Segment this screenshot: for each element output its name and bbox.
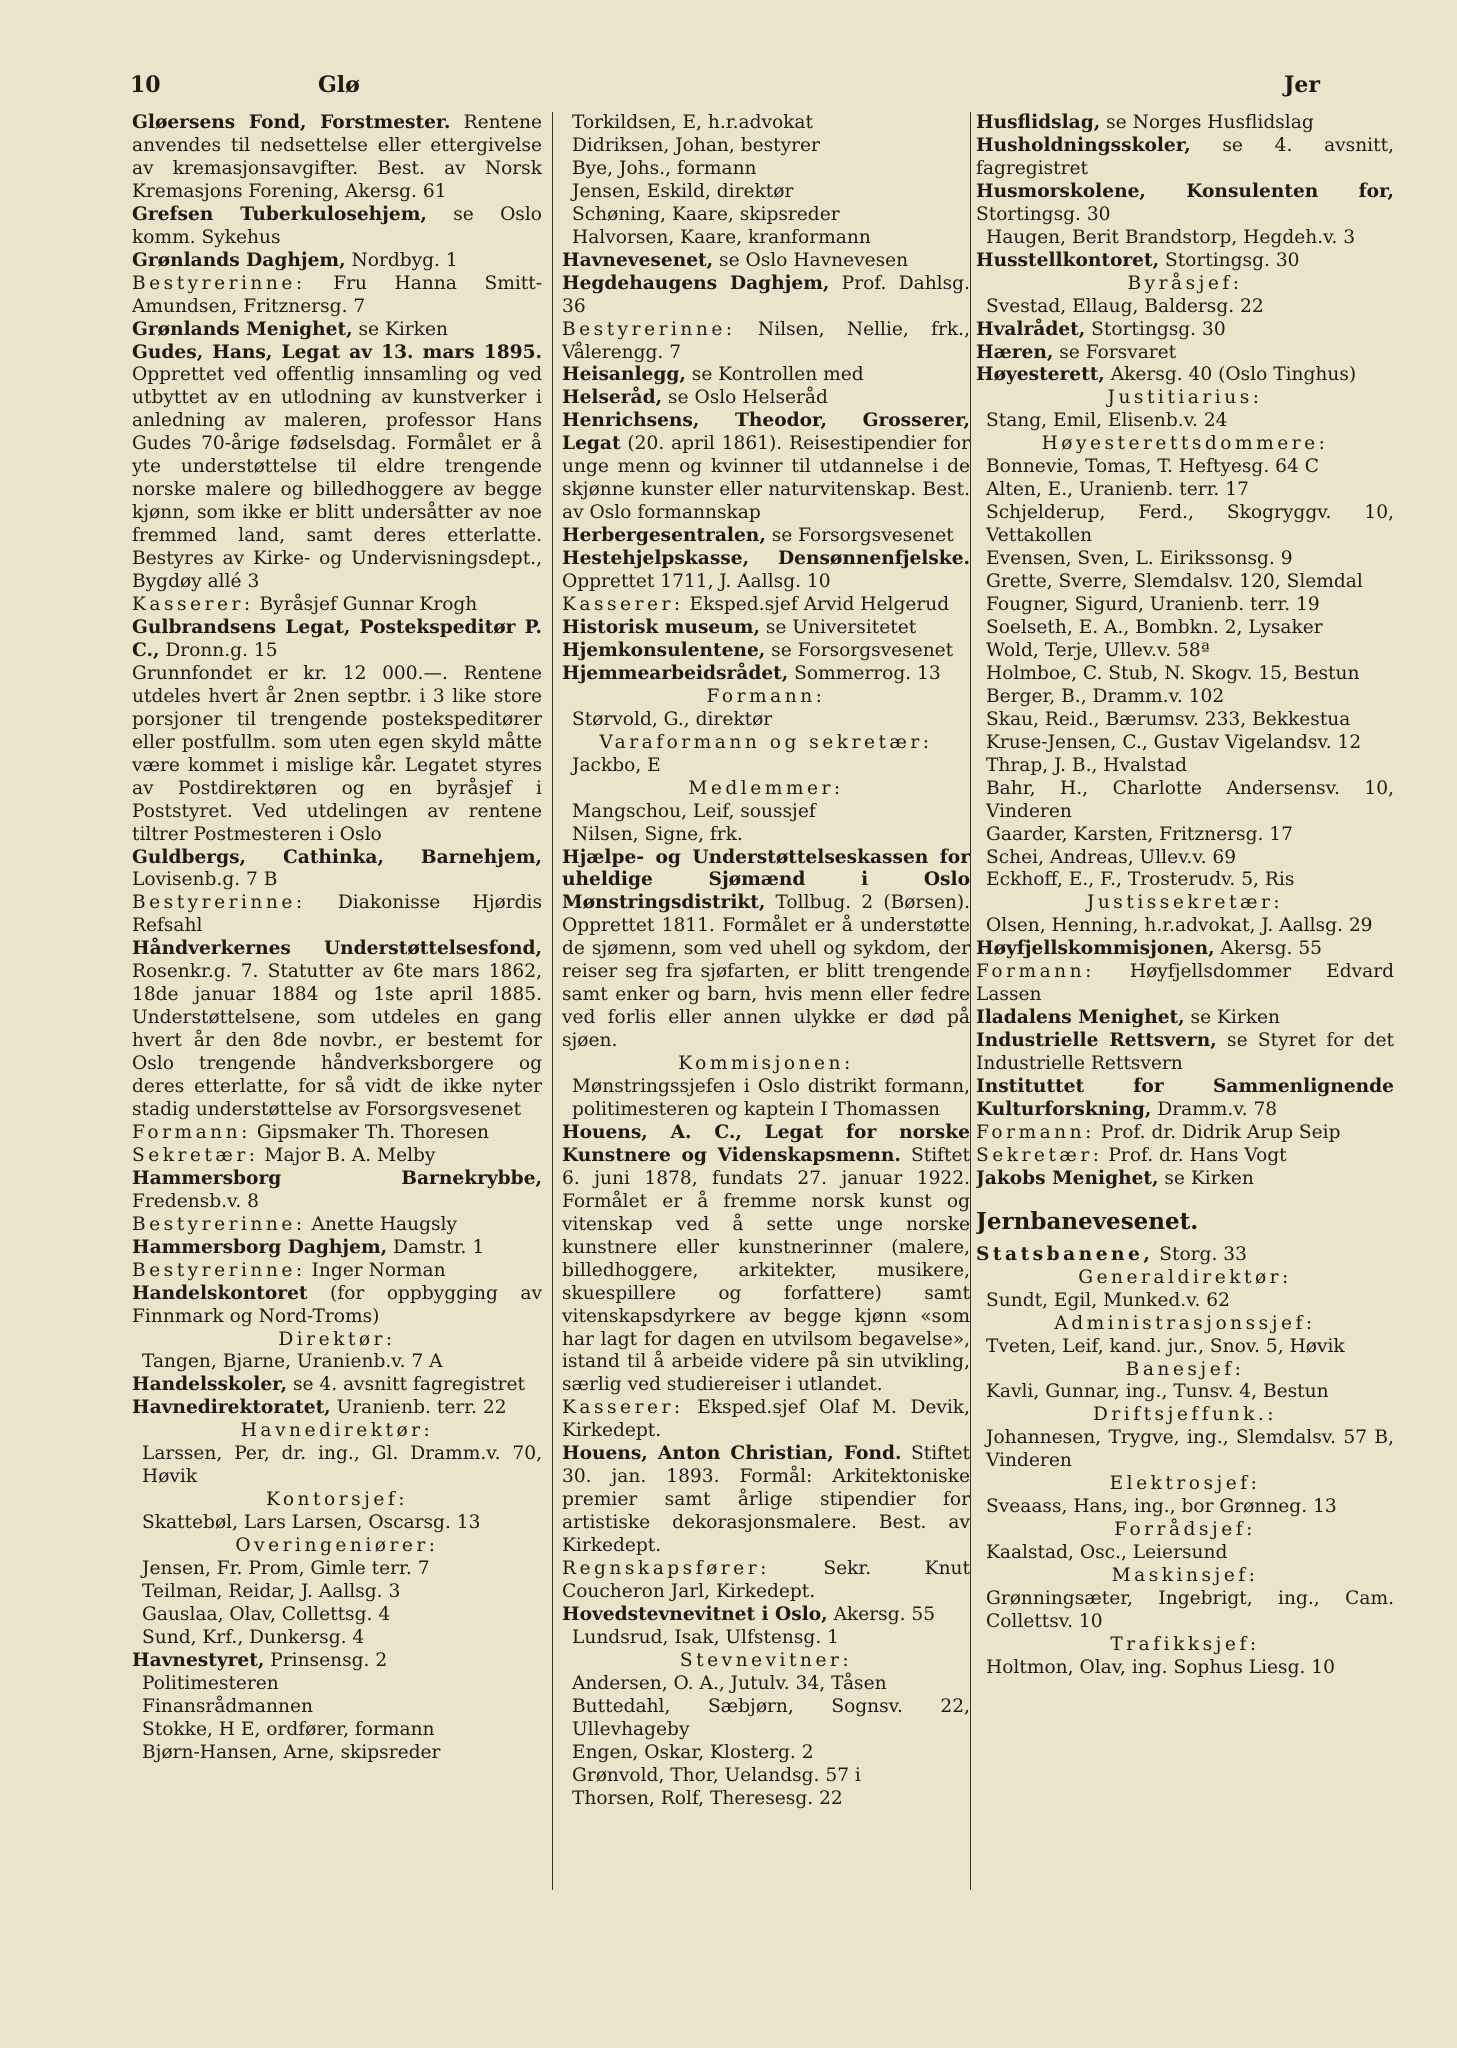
person-line: Nilsen, Signe, frk.	[572, 823, 743, 845]
person-line: Bjørn-Hansen, Arne, skipsreder	[142, 1741, 441, 1763]
person-line: Skau, Reid., Bærumsv. 233, Bekkestua	[986, 708, 1351, 730]
person-line: Soelseth, E. A., Bombkn. 2, Lysaker	[986, 616, 1323, 638]
role-label: Formann:	[132, 1121, 251, 1143]
entry-name: Heisanlegg,	[562, 364, 686, 386]
entry-name: Husstellkontoret,	[976, 249, 1160, 271]
role-label: Kasserer:	[562, 1397, 684, 1419]
role-label: Formann:	[976, 1121, 1095, 1143]
role-heading: Banesjef:	[1125, 1358, 1245, 1380]
directory-entry: Høyfjellskommisjonen, Akersg. 55	[976, 938, 1322, 960]
entry-name: Hovedstevnevitnet i Oslo,	[562, 1603, 828, 1625]
directory-entry: Hjælpe- og Understøttelseskassen for uheldige Sjømænd i Oslo Mønstringsdistrikt, Tollbug. 2 (Børsen). Opprettet 1811. Formålet er å understøtte de sjømenn, som ved uhell og sykdom, der reiser seg fra sjøfarten, er blitt trengende samt enker og barn, hvis menn eller fedre ved forlis eller annen ulykke er død på sjøen.	[562, 846, 970, 1052]
directory-entry: Formann: Gipsmaker Th. Thoresen	[132, 1121, 490, 1143]
entry-name: Havnedirektoratet,	[132, 1397, 331, 1419]
person-line: Jensen, Fr. Prom, Gimle terr. 7	[142, 1558, 430, 1580]
column-1	[132, 112, 542, 1902]
directory-entry: Hjemkonsulentene, se Forsorgsvesenet	[562, 639, 954, 661]
person-line: Bahr, H., Charlotte Andersensv. 10, Vinderen	[986, 777, 1394, 822]
role-heading: Justitiarius:	[1107, 387, 1263, 409]
person-line: Tangen, Bjarne, Uranienb.v. 7 A	[142, 1351, 443, 1373]
person-line: Størvold, G., direktør	[572, 708, 773, 730]
person-line: Gaarder, Karsten, Fritznersg. 17	[986, 823, 1293, 845]
directory-entry: Kasserer: Eksped.sjef Olaf M. Devik, Kirkedept.	[562, 1397, 970, 1442]
entry-name: Herbergesentralen,	[562, 525, 766, 547]
directory-entry: Bestyrerinne: Fru Hanna Smitt-Amundsen, Fritznersg. 7	[132, 272, 542, 317]
person-line: Thrap, J. B., Hvalstad	[986, 754, 1188, 776]
entry-name: Iladalens Menighet,	[976, 1007, 1185, 1029]
directory-entry: Houens, Anton Christian, Fond. Stiftet 30. jan. 1893. Formål: Arkitektoniske premier samt årlige stipendier for artistiske dekorasjonsmalere. Best. av Kirkedept.	[562, 1443, 970, 1557]
role-heading: Direktør:	[278, 1328, 396, 1350]
entry-name: Hammersborg Daghjem,	[132, 1236, 388, 1258]
entry-name: Industrielle Rettsvern,	[976, 1030, 1217, 1052]
directory-entry: Grefsen Tuberkulosehjem, se Oslo komm. Sykehus	[132, 203, 542, 248]
person-line: Grette, Sverre, Slemdalsv. 120, Slemdal	[986, 571, 1363, 593]
role-label: Kasserer:	[562, 594, 684, 616]
directory-entry: Regnskapsfører: Sekr. Knut Coucheron Jarl, Kirkedept.	[562, 1558, 970, 1602]
entry-name: Havnevesenet,	[562, 249, 714, 271]
person-line: Schei, Andreas, Ullev.v. 69	[986, 846, 1237, 868]
person-line: Eckhoff, E., F., Trosterudv. 5, Ris	[986, 869, 1295, 891]
person-line: Wold, Terje, Ullev.v. 58ª	[986, 639, 1210, 661]
role-heading: Kommisjonen:	[678, 1053, 854, 1075]
directory-entry: Sekretær: Prof. dr. Hans Vogt	[976, 1144, 1287, 1166]
page-header	[130, 72, 1320, 102]
role-heading: Havnedirektør:	[240, 1420, 434, 1442]
directory-entry: Gulbrandsens Legat, Postekspeditør P. C., Dronn.g. 15	[132, 616, 542, 661]
person-line: Teilman, Reidar, J. Aallsg. 3	[142, 1581, 401, 1602]
entry-name: Hvalrådet,	[976, 318, 1086, 340]
directory-entry: Grønlands Daghjem, Nordbyg. 1	[132, 249, 458, 271]
person-line: Schjelderup, Ferd., Skogryggv. 10, Vettakollen	[986, 502, 1394, 547]
role-heading: Justissekretær:	[1086, 892, 1284, 914]
role-heading: Administrasjonssjef:	[1054, 1312, 1316, 1334]
directory-entry: Husholdningsskoler, se 4. avsnitt, fagregistret	[976, 134, 1394, 179]
person-line: Johannesen, Trygve, ing., Slemdalsv. 57 B, Vinderen	[986, 1427, 1394, 1472]
person-line: Bye, Johs., formann	[572, 157, 757, 179]
directory-entry: Gudes, Hans, Legat av 13. mars 1895. Opprettet ved offentlig innsamling og ved utbyttet av en utlodning av kunstverker i anledning av maleren, professor Hans Gudes 70-årige fødselsdag. Formålet er å yte understøttelse til eldre trengende norske malere og billedhoggere av begge kjønn, som ikke er blitt undersåtter av noe fremmed land, samt deres etterlatte. Bestyres av Kirke- og Undervisningsdept., Bygdøy allé 3	[132, 341, 542, 593]
role-label: Regnskapsfører:	[562, 1558, 770, 1580]
person-line: Sundt, Egil, Munked.v. 62	[986, 1289, 1230, 1311]
role-label: Kasserer:	[132, 594, 254, 616]
directory-entry: Havnevesenet, se Oslo Havnevesen	[562, 249, 909, 271]
column-divider	[970, 112, 971, 1890]
entry-name: Houens, Anton Christian, Fond.	[562, 1443, 902, 1465]
directory-entry: Grunnfondet er kr. 12 000.—. Rentene utdeles hvert år 2nen septbr. i 3 like store porsjoner til trengende postekspeditører eller postfullm. som uten egen skyld måtte være kommet i mislige kår. Legatet styres av Postdirektøren og en byråsjef i Poststyret. Ved utdelingen av rentene tiltrer Postmesteren i Oslo	[132, 662, 542, 845]
entry-name: Houens, A. C., Legat for norske Kunstnere og Videnskapsmenn.	[562, 1121, 970, 1166]
role-heading: Maskinsjef:	[1111, 1565, 1259, 1587]
directory-entry: Formann: Høyfjellsdommer Edvard Lassen	[976, 961, 1394, 1006]
role-label: Sekretær:	[132, 1144, 259, 1166]
directory-entry: Bestyrerinne: Inger Norman	[132, 1259, 446, 1281]
entry-name: Instituttet for Sammenlignende Kulturforskning,	[976, 1076, 1394, 1120]
entry-name: Historisk museum,	[562, 616, 760, 638]
entry-name: Statsbanene,	[976, 1243, 1154, 1265]
directory-entry: Bestyrerinne: Diakonisse Hjørdis Refsahl	[132, 892, 542, 937]
entry-name: Jakobs Menighet,	[976, 1167, 1159, 1189]
role-heading: Varaformann og sekretær:	[599, 731, 933, 753]
person-line: Jensen, Eskild, direktør	[572, 180, 794, 202]
column-2	[562, 112, 970, 1902]
directory-entry: Havnestyret, Prinsensg. 2	[132, 1649, 388, 1671]
person-line: Larssen, Per, dr. ing., Gl. Dramm.v. 70, Høvik	[142, 1443, 542, 1488]
person-line: Evensen, Sven, L. Eirikssonsg. 9	[986, 548, 1293, 570]
role-label: Formann:	[976, 961, 1095, 983]
section-heading: Jernbanevesenet.	[976, 1207, 1199, 1235]
directory-entry: Iladalens Menighet, se Kirken	[976, 1007, 1280, 1029]
directory-entry: Hammersborg Barnekrybbe, Fredensb.v. 8	[132, 1167, 542, 1212]
role-heading: Trafikksjef:	[1110, 1633, 1260, 1655]
role-heading: Kontorsjef:	[265, 1489, 409, 1511]
entry-name: Handelsskoler,	[132, 1374, 288, 1396]
entry-name: Hegdehaugens Daghjem,	[562, 272, 830, 294]
right-guide-word: Jer	[1284, 72, 1320, 98]
person-line: Bonnevie, Tomas, T. Heftyesg. 64 C	[986, 456, 1319, 478]
directory-entry: Husmorskolene, Konsulenten for, Stortingsg. 30	[976, 180, 1394, 225]
person-line: Sund, Krf., Dunkersg. 4	[142, 1626, 365, 1648]
person-line: Haugen, Berit Brandstorp, Hegdeh.v. 3	[986, 226, 1356, 248]
person-line: Halvorsen, Kaare, kranformann	[572, 226, 871, 248]
directory-entry: Grønlands Menighet, se Kirken	[132, 318, 448, 340]
person-line: Kruse-Jensen, C., Gustav Vigelandsv. 12	[986, 731, 1362, 753]
person-line: Sveaass, Hans, ing., bor Grønneg. 13	[986, 1496, 1337, 1518]
person-line: Thorsen, Rolf, Theresesg. 22	[572, 1787, 843, 1809]
person-line: Olsen, Henning, h.r.advokat, J. Aallsg. 29	[986, 915, 1373, 937]
person-line: Didriksen, Johan, bestyrer	[572, 134, 820, 156]
entry-name: Husmorskolene, Konsulenten for,	[976, 180, 1394, 202]
person-line: Andersen, O. A., Jutulv. 34, Tåsen	[572, 1672, 887, 1694]
person-line: Lundsrud, Isak, Ulfstensg. 1	[572, 1626, 839, 1648]
directory-entry: Industrielle Rettsvern, se Styret for det Industrielle Rettsvern	[976, 1030, 1394, 1075]
entry-name: Handelskontoret	[132, 1282, 308, 1304]
directory-entry: Houens, A. C., Legat for norske Kunstnere og Videnskapsmenn. Stiftet 6. juni 1878, fundats 27. januar 1922. Formålet er å fremme norsk kunst og vitenskap ved å sette unge norske kunstnere eller kunstnerinner (malere, billedhoggere, arkitekter, musikere, skuespillere og forfattere) samt vitenskapsdyrkere av begge kjønn «som har lagt for dagen en utvilsom begavelse», istand til å arbeide videre på sin utvikling, særlig ved studiereiser i utlandet.	[562, 1121, 970, 1396]
directory-entry: Historisk museum, se Universitetet	[562, 616, 917, 638]
role-heading: Byråsjef:	[1127, 272, 1243, 294]
directory-entry: Hvalrådet, Stortingsg. 30	[976, 318, 1226, 340]
role-heading: Driftsjeffunk.:	[1092, 1404, 1278, 1426]
person-line: Berger, B., Dramm.v. 102	[986, 685, 1225, 707]
directory-entry: Handelsskoler, se 4. avsnitt fagregistret	[132, 1374, 525, 1396]
person-line: Holmboe, C. Stub, N. Skogv. 15, Bestun	[986, 662, 1360, 684]
role-heading: Elektrosjef:	[1109, 1473, 1261, 1495]
role-heading: Overingeniører:	[235, 1535, 439, 1557]
entry-name: Havnestyret,	[132, 1649, 265, 1671]
directory-entry: Henrichsens, Theodor, Grosserer, Legat (20. april 1861). Reisestipendier for unge menn og kvinner til utdannelse i de skjønne kunster eller naturvitenskap. Best. av Oslo formannskap	[562, 410, 970, 524]
directory-entry: Hegdehaugens Daghjem, Prof. Dahlsg. 36	[562, 272, 970, 317]
person-line: Holtmon, Olav, ing. Sophus Liesg. 10	[986, 1656, 1335, 1678]
directory-entry: Håndverkernes Understøttelsesfond, Rosenkr.g. 7. Statutter av 6te mars 1862, 18de januar 1884 og 1ste april 1885. Understøttelsene, som utdeles en gang hvert år den 8de novbr., er bestemt for Oslo trengende håndverksborgere og deres etterlatte, for så vidt de ikke nyter stadig understøttelse av Forsorgsvesenet	[132, 938, 542, 1120]
role-heading: Høyesterettsdommere:	[1041, 433, 1329, 455]
person-line: Buttedahl, Sæbjørn, Sognsv. 22, Ullevhageby	[572, 1695, 970, 1740]
role-heading: Forrådsjef:	[1114, 1519, 1256, 1541]
person-line: Stokke, H E, ordfører, formann	[142, 1718, 435, 1740]
person-line: Alten, E., Uranienb. terr. 17	[986, 479, 1249, 501]
column-3	[976, 112, 1394, 1902]
role-heading: Stevnevitner:	[679, 1649, 853, 1671]
person-line: Mønstringssjefen i Oslo distrikt formann, politimesteren og kaptein I Thomassen	[572, 1076, 970, 1120]
directory-entry: Jakobs Menighet, se Kirken	[976, 1167, 1254, 1189]
entry-name: Hjemkonsulentene,	[562, 639, 766, 661]
directory-entry: Høyesterett, Akersg. 40 (Oslo Tinghus)	[976, 364, 1357, 386]
person-line: Fougner, Sigurd, Uranienb. terr. 19	[986, 594, 1320, 616]
person-line: Skattebøl, Lars Larsen, Oscarsg. 13	[142, 1512, 481, 1534]
directory-entry: Helseråd, se Oslo Helseråd	[562, 387, 828, 409]
entry-name: Høyfjellskommisjonen,	[976, 938, 1215, 960]
entry-name: Gløersens Fond, Forstmester.	[132, 112, 451, 133]
entry-name: Høyesterett,	[976, 364, 1105, 386]
role-heading: Generaldirektør:	[1078, 1266, 1292, 1288]
entry-name: Hestehjelpskasse, Densønnenfjelske.	[562, 548, 970, 570]
directory-entry: Heisanlegg, se Kontrollen med	[562, 364, 864, 386]
directory-entry: Statsbanene, Storg. 33	[976, 1243, 1247, 1265]
entry-name: Grønlands Menighet,	[132, 318, 353, 340]
directory-entry: Gløersens Fond, Forstmester. Rentene anvendes til nedsettelse eller ettergivelse av kremasjonsavgifter. Best. av Norsk Kremasjons Forening, Akersg. 61	[132, 112, 542, 202]
directory-entry: Bestyrerinne: Anette Haugsly	[132, 1213, 457, 1235]
person-line: Gauslaa, Olav, Collettsg. 4	[142, 1603, 391, 1625]
directory-entry: Instituttet for Sammenlignende Kulturforskning, Dramm.v. 78	[976, 1076, 1394, 1120]
role-label: Bestyrerinne:	[562, 318, 736, 340]
entry-name: Hammersborg Barnekrybbe,	[132, 1167, 542, 1189]
person-line: Kavli, Gunnar, ing., Tunsv. 4, Bestun	[986, 1381, 1329, 1403]
entry-name: Grefsen Tuberkulosehjem,	[132, 203, 427, 225]
person-line: Grønvold, Thor, Uelandsg. 57 i	[572, 1764, 861, 1786]
entry-name: Henrichsens, Theodor, Grosserer, Legat	[562, 410, 970, 455]
directory-entry: Husstellkontoret, Stortingsg. 30	[976, 249, 1300, 271]
directory-entry: Hammersborg Daghjem, Damstr. 1	[132, 1236, 485, 1258]
directory-entry: Hæren, se Forsvaret	[976, 341, 1177, 363]
role-label: Bestyrerinne:	[132, 892, 306, 914]
person-line: Schøning, Kaare, skipsreder	[572, 203, 840, 225]
role-label: Bestyrerinne:	[132, 272, 306, 294]
directory-entry: Kasserer: Byråsjef Gunnar Krogh	[132, 594, 478, 616]
entry-name: Gudes, Hans, Legat av 13. mars 1895.	[132, 341, 542, 363]
directory-entry: Guldbergs, Cathinka, Barnehjem, Lovisenb.g. 7 B	[132, 846, 542, 891]
entry-name: Håndverkernes Understøttelsesfond,	[132, 938, 542, 960]
entry-name: Hjemmearbeidsrådet,	[562, 662, 789, 684]
directory-entry: Havnedirektoratet, Uranienb. terr. 22	[132, 1397, 507, 1419]
directory-entry: Sekretær: Major B. A. Melby	[132, 1144, 436, 1166]
role-label: Bestyrerinne:	[132, 1259, 306, 1281]
person-line: Engen, Oskar, Klosterg. 2	[572, 1741, 814, 1763]
directory-entry: Herbergesentralen, se Forsorgsvesenet	[562, 525, 954, 547]
person-line: Grønningsæter, Ingebrigt, ing., Cam. Collettsv. 10	[986, 1588, 1394, 1632]
directory-entry: Kasserer: Eksped.sjef Arvid Helgerud	[562, 594, 950, 616]
role-heading: Formann:	[706, 685, 826, 707]
column-divider	[552, 112, 553, 1890]
directory-entry: Hovedstevnevitnet i Oslo, Akersg. 55	[562, 1603, 936, 1625]
entry-name: Husholdningsskoler,	[976, 134, 1191, 156]
directory-entry: Hjemmearbeidsrådet, Sommerrog. 13	[562, 662, 941, 684]
person-line: Jackbo, E	[572, 754, 661, 776]
entry-name: Hjælpe- og Understøttelseskassen for uheldige Sjømænd i Oslo Mønstringsdistrikt,	[562, 846, 970, 914]
role-label: Bestyrerinne:	[132, 1213, 306, 1235]
directory-entry: Handelskontoret (for oppbygging av Finnmark og Nord-Troms)	[132, 1282, 542, 1327]
entry-name: Husflidslag,	[976, 112, 1101, 133]
person-line: Mangschou, Leif, soussjef	[572, 800, 816, 822]
person-line: Tveten, Leif, kand. jur., Snov. 5, Høvik	[986, 1335, 1345, 1357]
person-line: Politimesteren	[142, 1672, 279, 1694]
person-line: Kaalstad, Osc., Leiersund	[986, 1542, 1228, 1564]
person-line: Torkildsen, E, h.r.advokat	[572, 112, 813, 133]
person-line: Svestad, Ellaug, Baldersg. 22	[986, 295, 1264, 317]
directory-entry: Bestyrerinne: Nilsen, Nellie, frk., Vålerengg. 7	[562, 318, 970, 363]
left-guide-word: Glø	[318, 72, 360, 98]
directory-entry: Husflidslag, se Norges Husflidslag	[976, 112, 1314, 133]
page-number: 10	[130, 72, 161, 98]
entry-name: Helseråd,	[562, 387, 663, 409]
directory-entry: Formann: Prof. dr. Didrik Arup Seip	[976, 1121, 1341, 1143]
role-label: Sekretær:	[976, 1144, 1103, 1166]
person-line: Finansrådmannen	[142, 1695, 313, 1717]
entry-name: Guldbergs, Cathinka, Barnehjem,	[132, 846, 542, 868]
entry-name: Grønlands Daghjem,	[132, 249, 346, 271]
role-heading: Medlemmer:	[688, 777, 844, 799]
entry-name: Hæren,	[976, 341, 1054, 363]
directory-entry: Hestehjelpskasse, Densønnenfjelske. Opprettet 1711, J. Aallsg. 10	[562, 548, 970, 593]
person-line: Stang, Emil, Elisenb.v. 24	[986, 410, 1228, 432]
entry-name: Gulbrandsens Legat, Postekspeditør P. C.,	[132, 616, 542, 661]
